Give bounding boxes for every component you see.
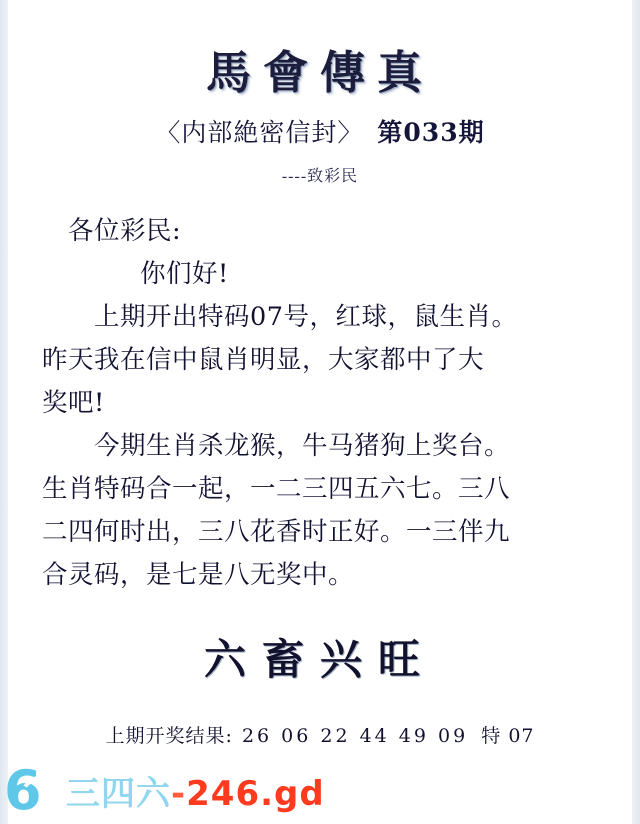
issue-number: 第033期 (377, 118, 485, 147)
special-label: 特 (481, 725, 502, 747)
letter-body (42, 210, 598, 597)
page-edge-right (632, 0, 640, 824)
logo-digit: 6 (4, 759, 42, 822)
page-title: 馬會傳真 (205, 46, 434, 99)
paragraph-line-7: 合灵码，是七是八无奖中。 (42, 560, 355, 590)
watermark-chinese: 三四六 (66, 773, 171, 814)
paragraph-line-4: 今期生肖杀龙猴，牛马猪狗上奖台。 (94, 431, 511, 461)
watermark-text (66, 766, 325, 815)
paragraph-greeting: 你们好! (140, 259, 229, 289)
slogan-text: 六畜兴旺 (203, 635, 436, 684)
paragraph-line-1: 上期开出特码07号，红球，鼠生肖。 (94, 302, 518, 332)
paragraph-salutation: 各位彩民: (68, 216, 182, 246)
result-numbers: 26 06 22 44 49 09 (241, 725, 469, 747)
previous-draw-result (8, 721, 632, 748)
paragraph-line-5: 生肖特码合一起，一二三四五六七。三八 (42, 474, 511, 504)
dedication-line: ----致彩民 (281, 168, 359, 185)
paragraph-line-3: 奖吧! (42, 388, 105, 418)
subtitle-line (8, 113, 632, 149)
watermark-dash: - (171, 773, 187, 814)
special-number: 07 (508, 725, 535, 747)
logo-icon (4, 759, 60, 822)
paragraph-line-6: 二四何时出，三八花香时正好。一三伴九 (42, 517, 511, 547)
document-content (8, 0, 632, 824)
site-watermark (0, 756, 640, 824)
secret-envelope-label: 〈内部絶密信封〉 (155, 118, 364, 147)
result-label: 上期开奖结果: (105, 725, 233, 747)
page-edge-left (0, 0, 8, 824)
paragraph-line-2: 昨天我在信中鼠肖明显，大家都中了大 (42, 345, 485, 375)
watermark-domain: 246.gd (186, 773, 325, 814)
